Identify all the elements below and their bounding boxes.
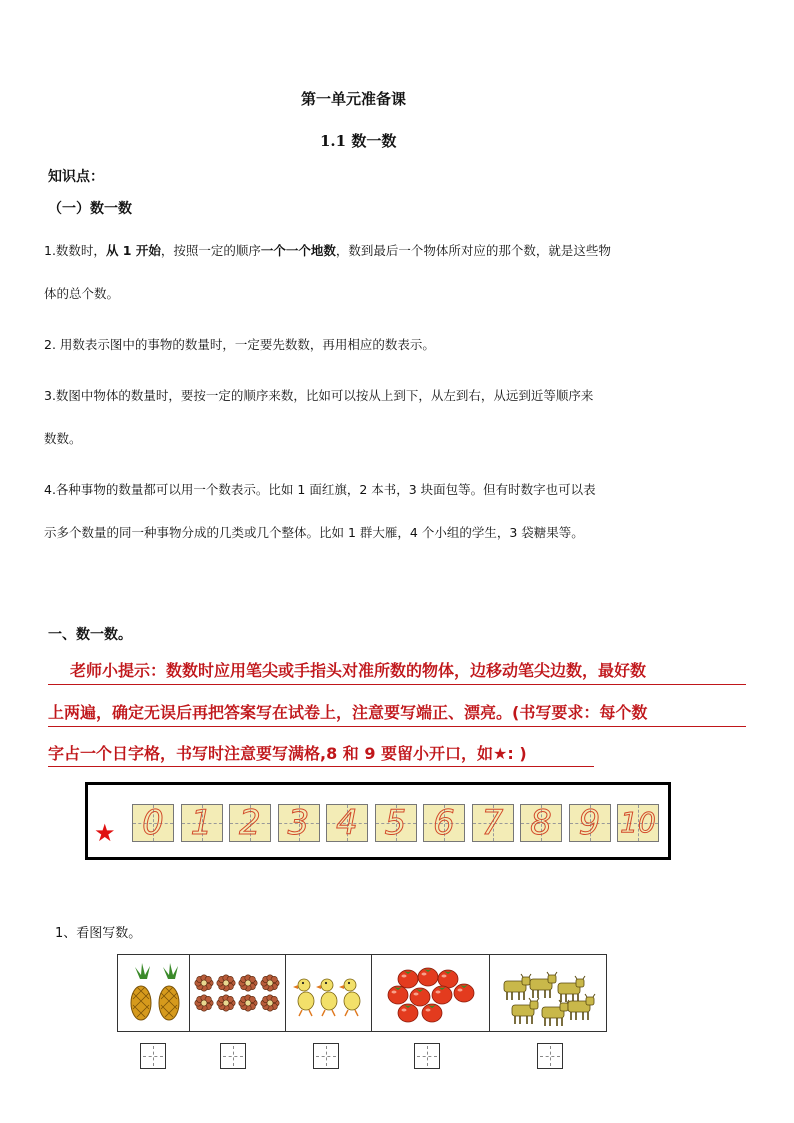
knowledge-point-3: 3.数图中物体的数量时，要按一定的顺序来数，比如可以按从上到下，从左到右，从远到近等顺序来 [44, 388, 594, 403]
answer-box[interactable] [537, 1043, 563, 1069]
tip-underline-1 [48, 684, 746, 685]
cow-icon [512, 998, 539, 1024]
digit-cell-0 [132, 804, 174, 842]
flower-icon [239, 995, 257, 1011]
cow-icon [558, 976, 585, 1002]
tomato-icon [454, 984, 474, 1002]
flower-icon [217, 995, 235, 1011]
section-heading: 一、数一数。 [48, 627, 132, 643]
digit-cell-4 [326, 804, 368, 842]
cow-icon [542, 1000, 569, 1026]
picture-cell-ducks [286, 955, 372, 1031]
lesson-subtitle: 1.1 数一数 [320, 132, 397, 150]
duck-icon [316, 979, 337, 1016]
picture-table [117, 954, 607, 1032]
knowledge-point-4: 4.各种事物的数量都可以用一个数表示。比如 1 面红旗，2 本书，3 块面包等。但有时数字也可以表 [44, 482, 596, 497]
cow-icon [530, 972, 557, 998]
digit-cell-5 [375, 804, 417, 842]
digit-cell-3 [278, 804, 320, 842]
digit-cell-1 [181, 804, 223, 842]
teacher-tip-line-2: 上两遍，确定无误后再把答案写在试卷上，注意要写端正、漂亮。(书写要求：每个数 [48, 703, 648, 722]
digit-cell-2 [229, 804, 271, 842]
flower-icon [195, 975, 213, 991]
tip-underline-2 [48, 726, 746, 727]
pineapple-icon [131, 963, 151, 1020]
knowledge-heading: 知识点： [48, 169, 104, 185]
tomato-icon [422, 1004, 442, 1022]
digit-glyph: 2 [239, 803, 261, 843]
digit-glyph: 7 [481, 803, 504, 843]
tomato-icon [438, 970, 458, 988]
flower-icon [239, 975, 257, 991]
knowledge-point-1: 1.数数时，从 1 开始，按照一定的顺序一个一个地数，数到最后一个物体所对应的那个数，就是这些物 [44, 243, 611, 258]
star-icon: ★ [94, 819, 116, 847]
tomato-icon [410, 988, 430, 1006]
cow-icon [568, 994, 595, 1020]
answer-box[interactable] [220, 1043, 246, 1069]
digit-glyph: 5 [384, 803, 407, 843]
knowledge-point-2: 2. 用数表示图中的事物的数量时，一定要先数数，再用相应的数表示。 [44, 337, 435, 352]
tomato-icon [388, 986, 408, 1004]
flower-icon [261, 995, 279, 1011]
flower-icon [217, 975, 235, 991]
digit-glyph: 3 [287, 803, 310, 843]
tip-underline-3 [48, 766, 594, 767]
knowledge-subheading: （一）数一数 [48, 201, 132, 217]
picture-cell-cows [490, 955, 608, 1031]
picture-cell-flowers [190, 955, 286, 1031]
knowledge-point-1-cont: 体的总个数。 [44, 286, 120, 301]
digit-glyph: 6 [433, 803, 455, 843]
digit-glyph: 4 [336, 803, 358, 843]
knowledge-point-4-cont: 示多个数量的同一种事物分成的几类或几个整体。比如 1 群大雁，4 个小组的学生，3 袋糖果等。 [44, 525, 584, 540]
answer-box[interactable] [140, 1043, 166, 1069]
digit-cell-6 [423, 804, 465, 842]
duck-icon [339, 979, 360, 1016]
picture-cell-tomatoes [372, 955, 490, 1031]
digit-glyph: 8 [530, 803, 552, 843]
digit-writing-example [85, 782, 671, 860]
teacher-tip-line-1: 老师小提示：数数时应用笔尖或手指头对准所数的物体，边移动笔尖边数，最好数 [70, 661, 647, 680]
flower-icon [261, 975, 279, 991]
digit-cell-9 [569, 804, 611, 842]
knowledge-point-3-cont: 数数。 [44, 431, 82, 446]
digit-glyph: 9 [578, 803, 601, 843]
pineapple-icon [159, 963, 179, 1020]
tomato-icon [398, 1004, 418, 1022]
digit-cell-8 [520, 804, 562, 842]
page-title: 第一单元准备课 [301, 90, 407, 108]
question-1-label: 1、看图写数。 [55, 926, 142, 941]
digit-cell-7 [472, 804, 514, 842]
picture-cell-pineapples [118, 955, 190, 1031]
teacher-tip-line-3: 字占一个日字格，书写时注意要写满格,8 和 9 要留小开口，如★: ) [48, 744, 527, 763]
duck-icon [293, 979, 314, 1016]
tomato-icon [398, 970, 418, 988]
digit-cell-10 [617, 804, 659, 842]
digit-glyph: 0 [142, 803, 164, 843]
digit-glyph: 10 [620, 806, 656, 839]
cow-icon [504, 974, 531, 1000]
answer-box[interactable] [313, 1043, 339, 1069]
tomato-icon [418, 968, 438, 986]
flower-icon [195, 995, 213, 1011]
digit-glyph: 1 [190, 803, 213, 843]
tomato-icon [432, 986, 452, 1004]
answer-box[interactable] [414, 1043, 440, 1069]
